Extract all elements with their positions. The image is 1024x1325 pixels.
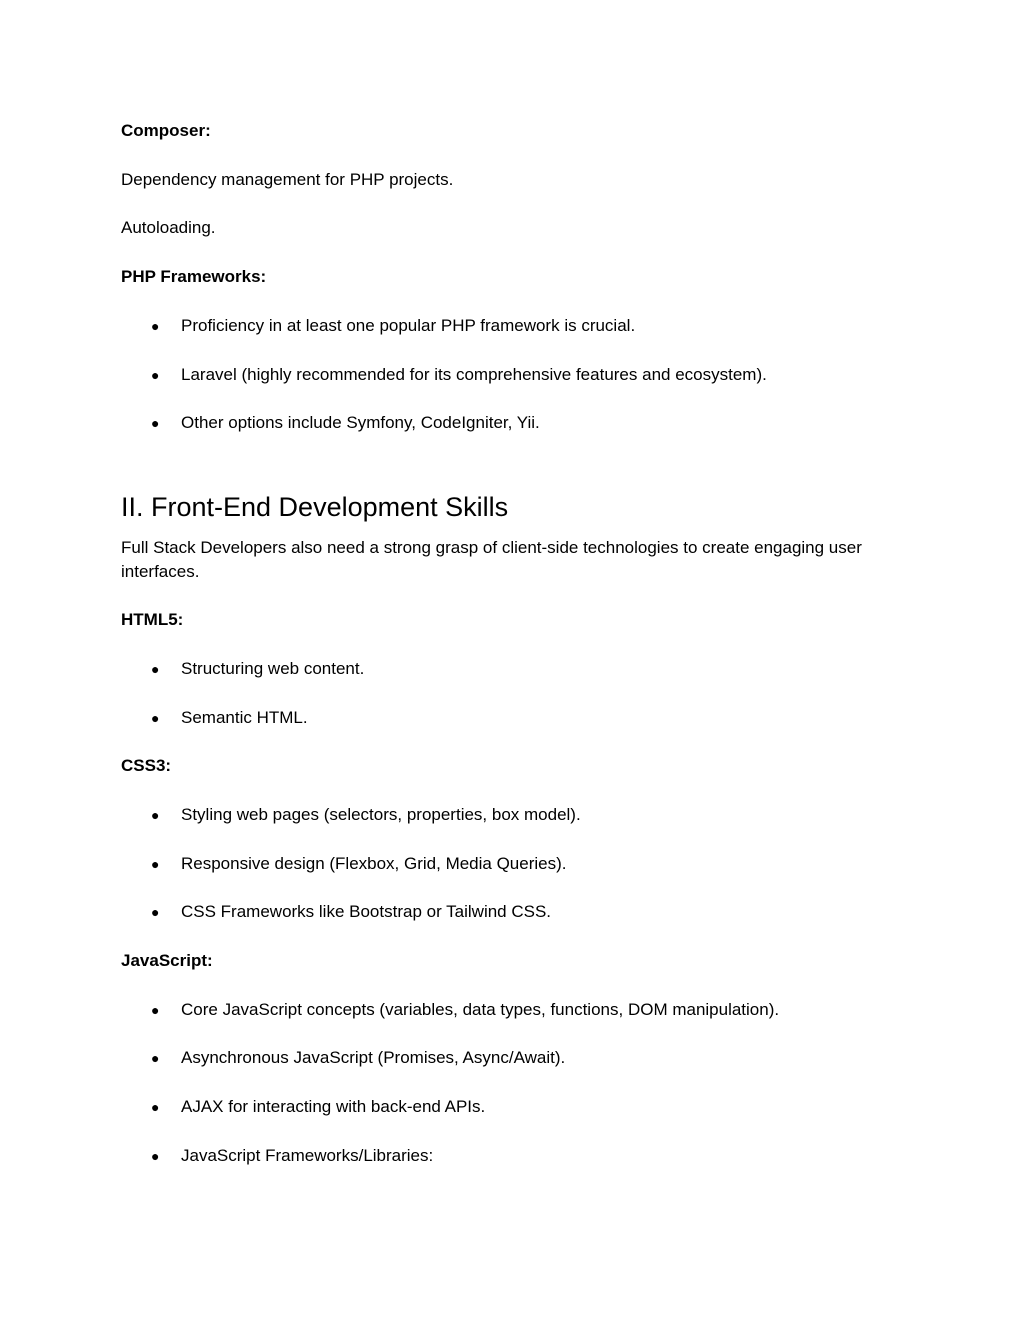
list-item-text: Structuring web content. (181, 659, 365, 678)
list-item-text: JavaScript Frameworks/Libraries: (181, 1146, 434, 1165)
list-item-text: Asynchronous JavaScript (Promises, Async/Await). (181, 1048, 566, 1067)
list-item-text: Styling web pages (selectors, properties, box model). (181, 805, 581, 824)
bullet-icon: ● (151, 710, 160, 726)
bullet-icon: ● (151, 1050, 160, 1066)
list-item-text: Responsive design (Flexbox, Grid, Media Queries). (181, 854, 567, 873)
php-frameworks-heading: PHP Frameworks: (121, 267, 267, 286)
composer-line-2: Autoloading. (121, 218, 216, 237)
list-item-text: AJAX for interacting with back-end APIs. (181, 1097, 486, 1116)
bullet-icon: ● (151, 367, 160, 383)
css3-heading: CSS3: (121, 756, 172, 775)
composer-heading: Composer: (121, 121, 211, 140)
html5-heading: HTML5: (121, 610, 184, 629)
bullet-icon: ● (151, 807, 160, 823)
list-item-text: Semantic HTML. (181, 708, 308, 727)
javascript-heading: JavaScript: (121, 951, 213, 970)
section-title: II. Front-End Development Skills (121, 492, 509, 522)
list-item-text: CSS Frameworks like Bootstrap or Tailwind CSS. (181, 902, 552, 921)
bullet-icon: ● (151, 415, 160, 431)
bullet-icon: ● (151, 856, 160, 872)
list-item-text: Other options include Symfony, CodeIgniter, Yii. (181, 413, 540, 432)
bullet-icon: ● (151, 661, 160, 677)
bullet-icon: ● (151, 1148, 160, 1164)
section-intro: Full Stack Developers also need a strong grasp of client-side technologies to create engaging user interfaces. (121, 538, 862, 581)
list-item-text: Proficiency in at least one popular PHP framework is crucial. (181, 316, 636, 335)
bullet-icon: ● (151, 1099, 160, 1115)
composer-line-1: Dependency management for PHP projects. (121, 170, 454, 189)
list-item-text: Core JavaScript concepts (variables, data types, functions, DOM manipulation). (181, 1000, 780, 1019)
bullet-icon: ● (151, 904, 160, 920)
bullet-icon: ● (151, 1002, 160, 1018)
bullet-icon: ● (151, 318, 160, 334)
list-item-text: Laravel (highly recommended for its comprehensive features and ecosystem). (181, 365, 767, 384)
